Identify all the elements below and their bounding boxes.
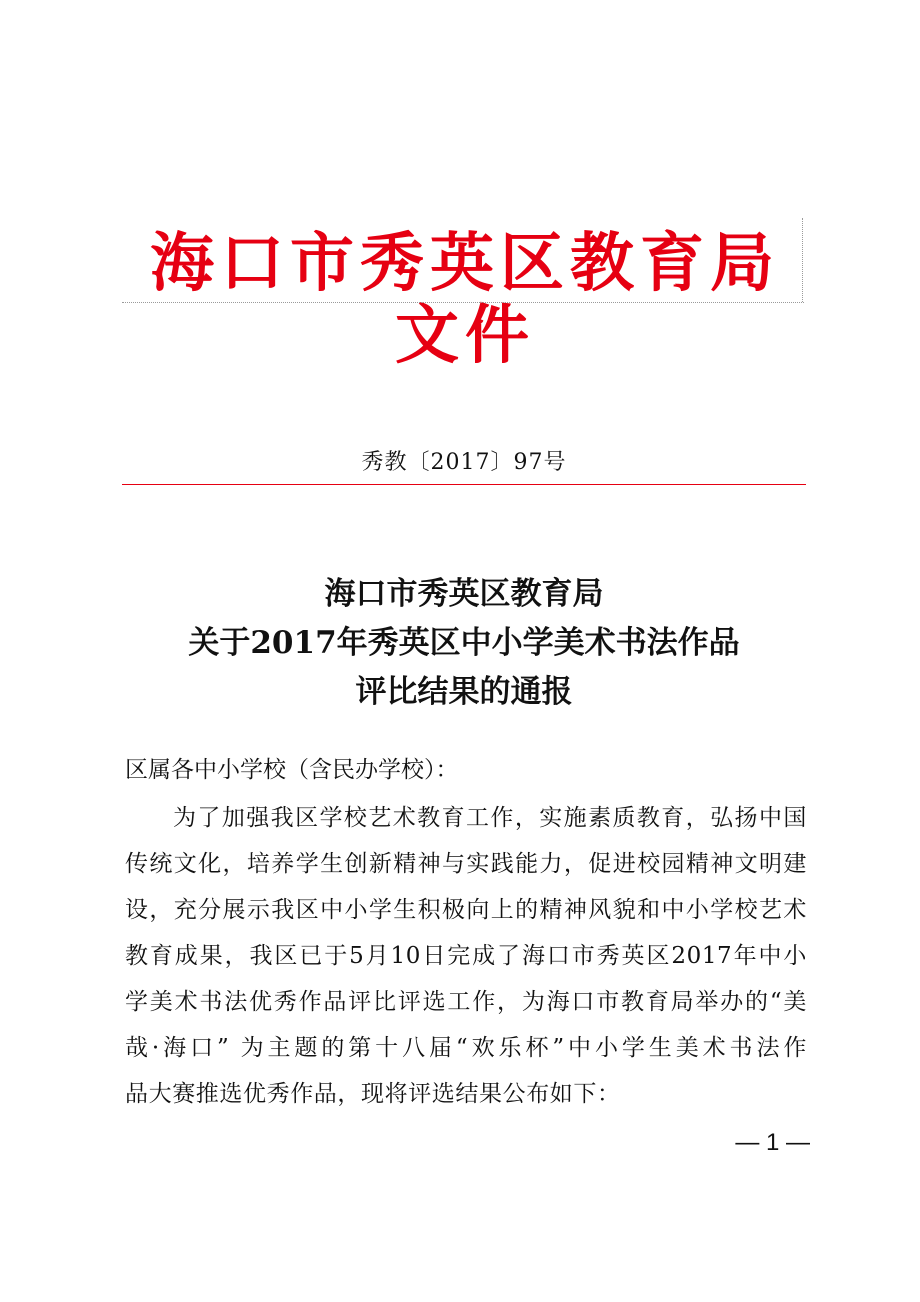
notice-title-line: 关于2017年秀英区中小学美术书法作品 [188,625,740,661]
body-line: 传统文化，培养学生创新精神与实践能力，促进校园精神文明建 [125,851,807,877]
body-line: 哉·海口” 为主题的第十八届“欢乐杯”中小学生美术书法作 [125,1035,807,1061]
body-line: 品大赛推选优秀作品，现将评选结果公布如下： [125,1081,621,1107]
header-divider [122,302,804,303]
header-side-divider [802,218,803,302]
document-number: 秀教〔2017〕97号 [361,450,567,475]
body-line: 教育成果，我区已于5月10日完成了海口市秀英区2017年中小 [125,943,807,969]
notice-title [122,570,806,717]
body-line: 设，充分展示我区中小学生积极向上的精神风貌和中小学校艺术 [125,897,807,923]
body-paragraph [125,795,807,1117]
body-line: 学美术书法优秀作品评比评选工作，为海口市教育局举办的“美 [125,989,807,1015]
notice-title-line: 海口市秀英区教育局 [324,576,604,612]
salutation: 区属各中小学校（含民办学校）： [125,757,459,783]
page-number: — 1 — [735,1129,810,1156]
document-header-title: 海口市秀英区教育局文件 [150,226,780,373]
notice-title-line: 评比结果的通报 [355,674,573,710]
body-line: 为了加强我区学校艺术教育工作，实施素质教育，弘扬中国 [173,805,807,831]
red-separator-line [122,484,806,485]
